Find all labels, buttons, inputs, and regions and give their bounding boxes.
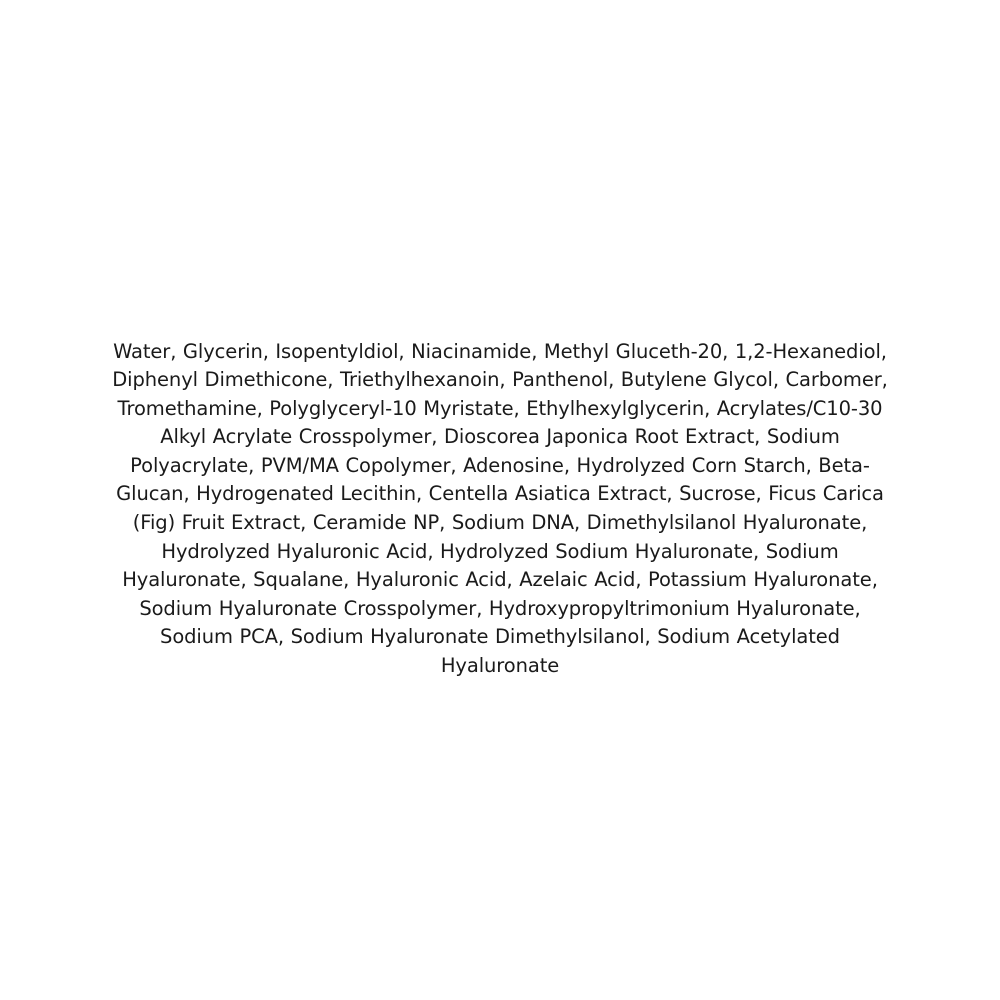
- ingredients-list-text: Water, Glycerin, Isopentyldiol, Niacinamide, Methyl Gluceth-20, 1,2-Hexanediol, Diphenyl Dimethicone, Triethylhexanoin, Panthenol, Butylene Glycol, Carbomer, Tromethamine, Polyglyceryl-10 Myristate, Ethylhexylglycerin, Acrylates/C10-30 Alkyl Acrylate Crosspolymer, Dioscorea Japonica Root Extract, Sodium Polyacrylate, PVM/MA Copolymer, Adenosine, Hydrolyzed Corn Starch, Beta-Glucan, Hydrogenated Lecithin, Centella Asiatica Extract, Sucrose, Ficus Carica (Fig) Fruit Extract, Ceramide NP, Sodium DNA, Dimethylsilanol Hyaluronate, Hydrolyzed Hyaluronic Acid, Hydrolyzed Sodium Hyaluronate, Sodium Hyaluronate, Squalane, Hyaluronic Acid, Azelaic Acid, Potassium Hyaluronate, Sodium Hyaluronate Crosspolymer, Hydroxypropyltrimonium Hyaluronate, Sodium PCA, Sodium Hyaluronate Dimethylsilanol, Sodium Acetylated Hyaluronate: [112, 339, 888, 678]
- ingredients-block: [100, 318, 900, 700]
